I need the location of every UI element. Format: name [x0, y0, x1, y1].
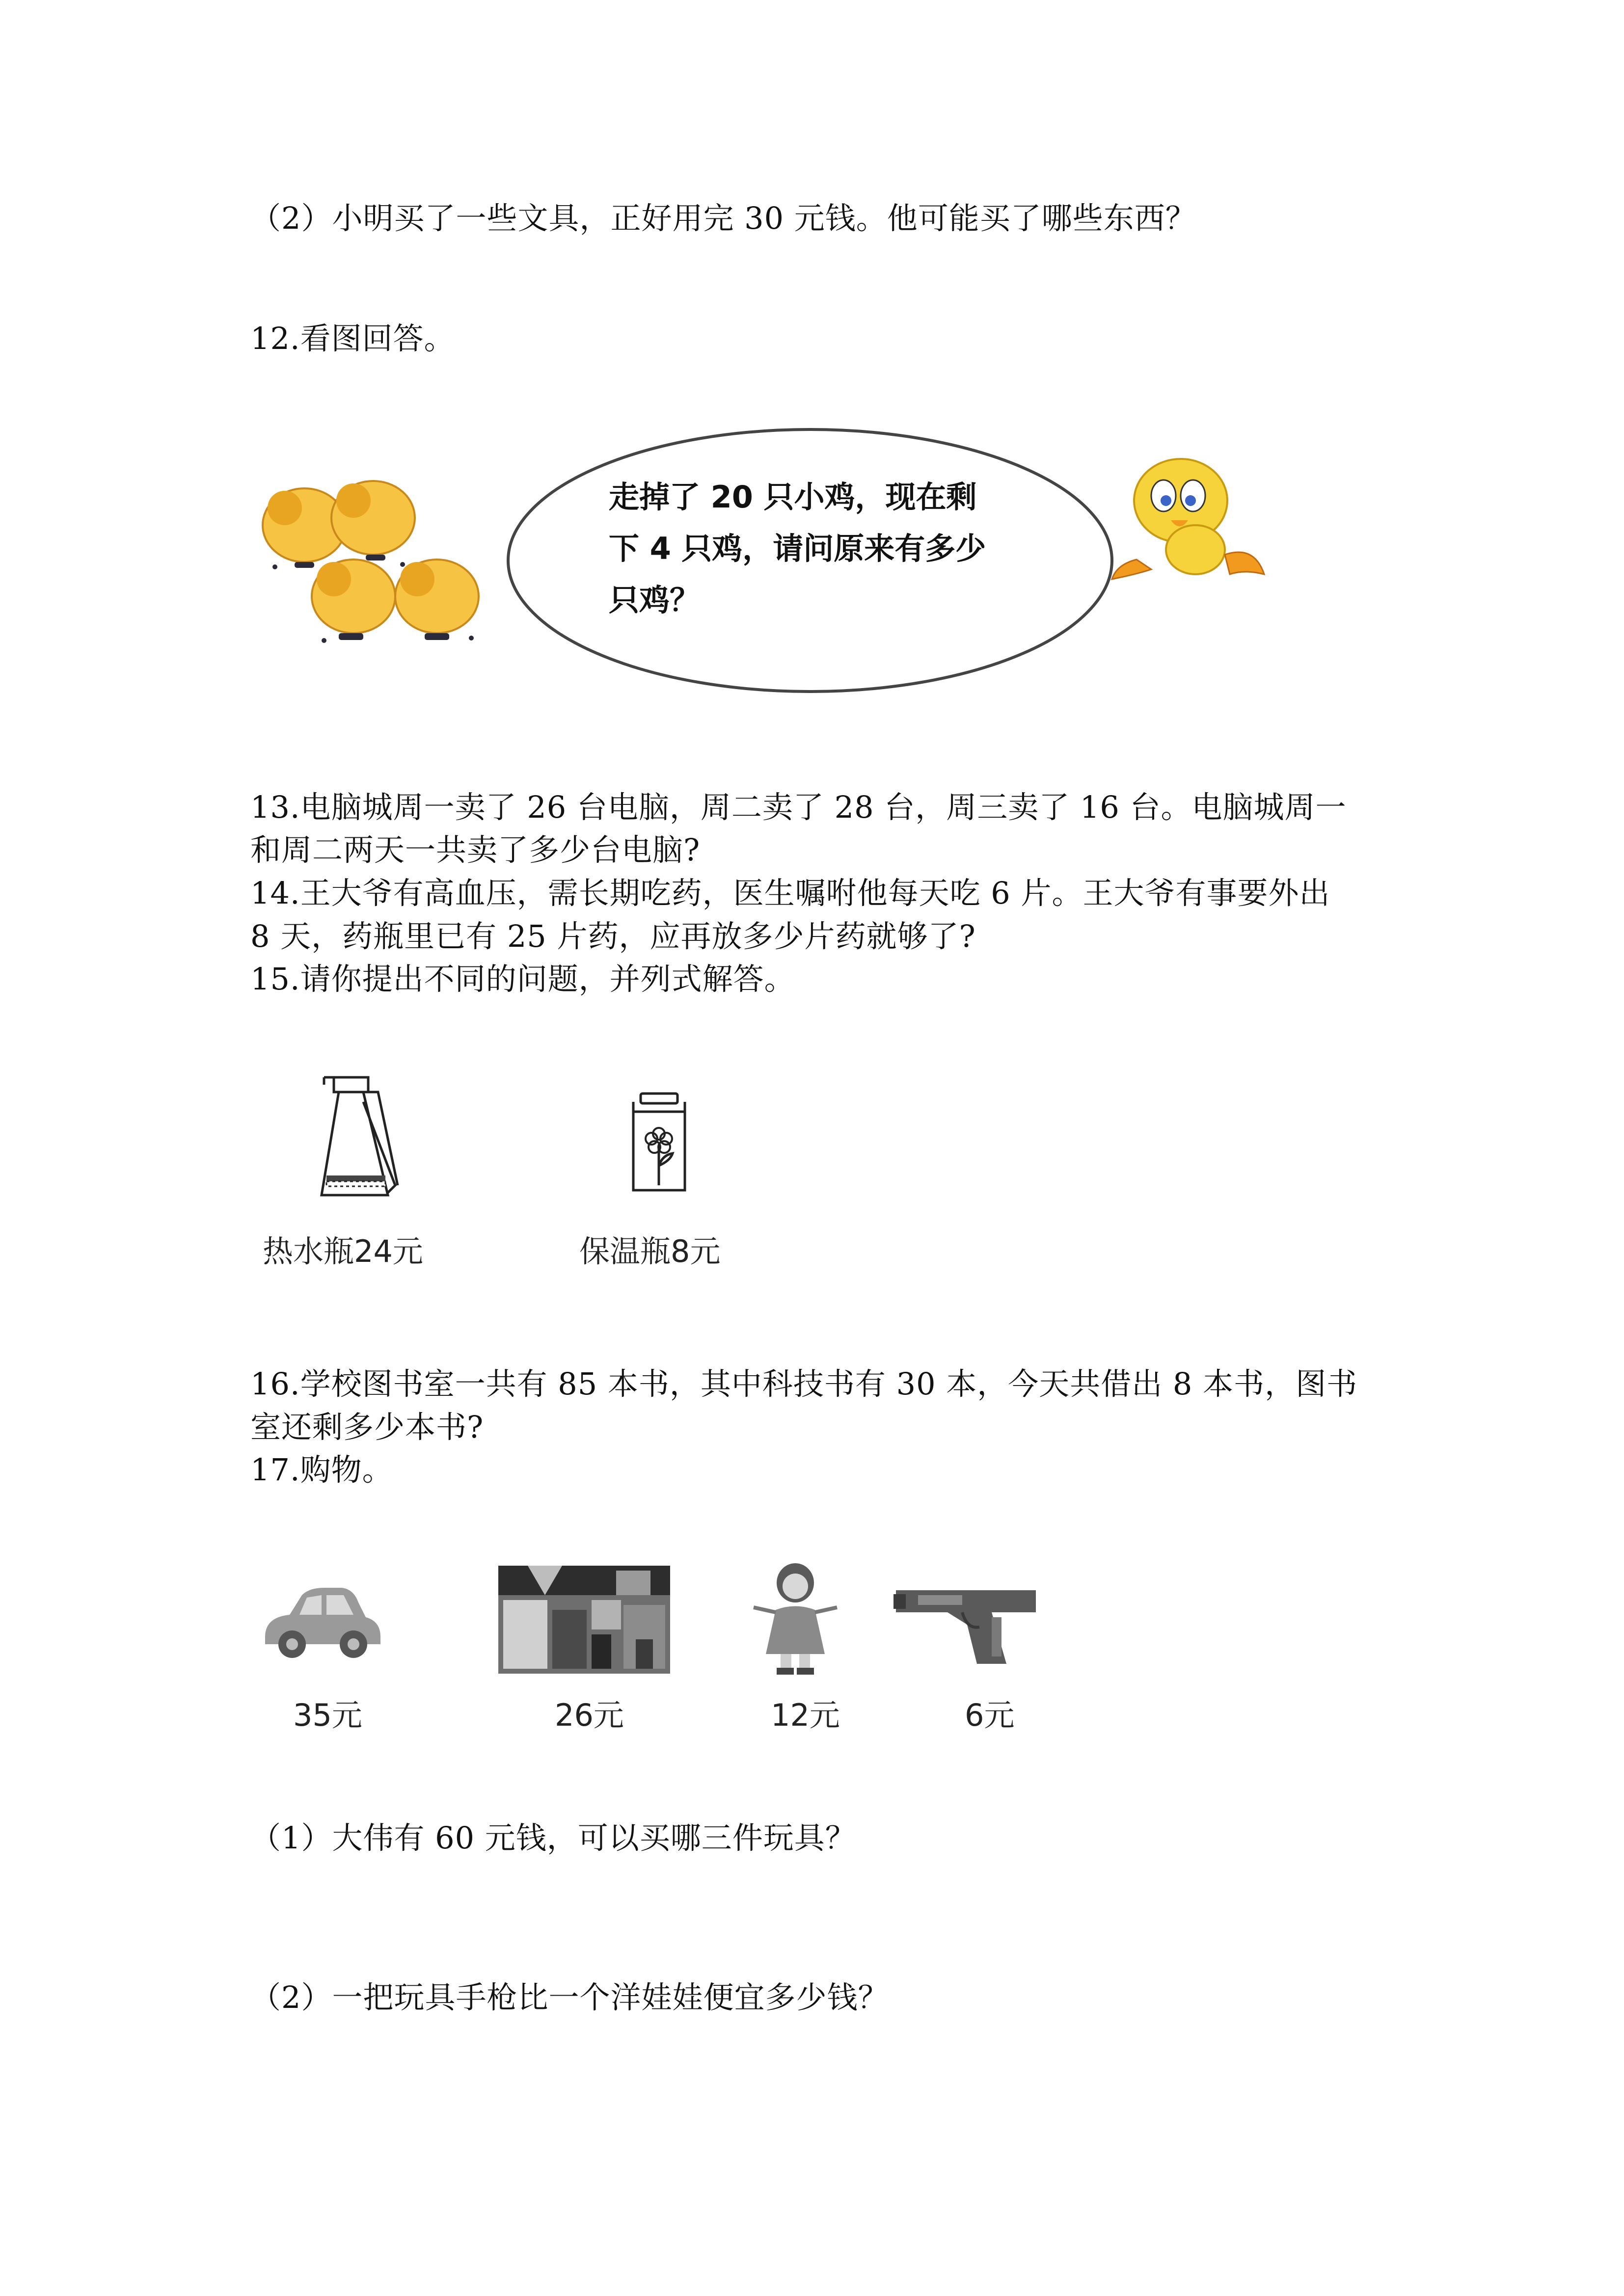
q14-line-1: 14.王大爷有高血压，需长期吃药，医生嘱咐他每天吃 6 片。王大爷有事要外出: [250, 875, 1330, 911]
thermos-jug-icon: [314, 1072, 407, 1205]
q16-line-1: 16.学校图书室一共有 85 本书，其中科技书有 30 本，今天共借出 8 本书，图书: [250, 1366, 1358, 1402]
q17-part1: （1）大伟有 60 元钱，可以买哪三件玩具？: [250, 1820, 856, 1856]
q17-title: 17.购物。: [250, 1452, 393, 1488]
doll-label: 12元: [771, 1697, 840, 1733]
q17-part2: （2）一把玩具手枪比一个洋娃娃便宜多少钱？: [250, 1979, 889, 2015]
cartoon-bird-icon: [1107, 452, 1274, 589]
q15-title: 15.请你提出不同的问题，并列式解答。: [250, 961, 795, 997]
vacuum-flask-icon: [626, 1092, 692, 1193]
vacuum-flask-label: 保温瓶8元: [579, 1233, 721, 1269]
q13-line-2: 和周二两天一共卖了多少台电脑?: [250, 832, 701, 868]
chicks-group-icon: [255, 471, 501, 653]
q16-line-2: 室还剩多少本书?: [250, 1409, 484, 1445]
toy-car-icon: [260, 1583, 383, 1661]
toy-car-label: 35元: [293, 1697, 362, 1733]
bubble-line-2: 下 4 只鸡，请问原来有多少: [609, 531, 986, 566]
q14-line-2: 8 天，药瓶里已有 25 片药，应再放多少片药就够了?: [250, 918, 976, 954]
bubble-line-3: 只鸡？: [609, 582, 701, 618]
toy-gun-icon: [893, 1580, 1041, 1669]
q13-line-1: 13.电脑城周一卖了 26 台电脑，周二卖了 28 台，周三卖了 16 台。电脑城周一: [250, 789, 1347, 825]
building-blocks-label: 26元: [555, 1697, 624, 1733]
building-blocks-icon: [498, 1566, 670, 1674]
thermos-jug-label: 热水瓶24元: [263, 1233, 423, 1269]
toy-gun-label: 6元: [965, 1697, 1015, 1733]
bubble-line-1: 走掉了 20 只小鸡，现在剩: [609, 479, 977, 515]
q11-part2-text: （2）小明买了一些文具，正好用完 30 元钱。他可能买了哪些东西？: [250, 200, 1196, 236]
q12-title: 12.看图回答。: [250, 320, 455, 356]
doll-icon: [751, 1561, 839, 1676]
